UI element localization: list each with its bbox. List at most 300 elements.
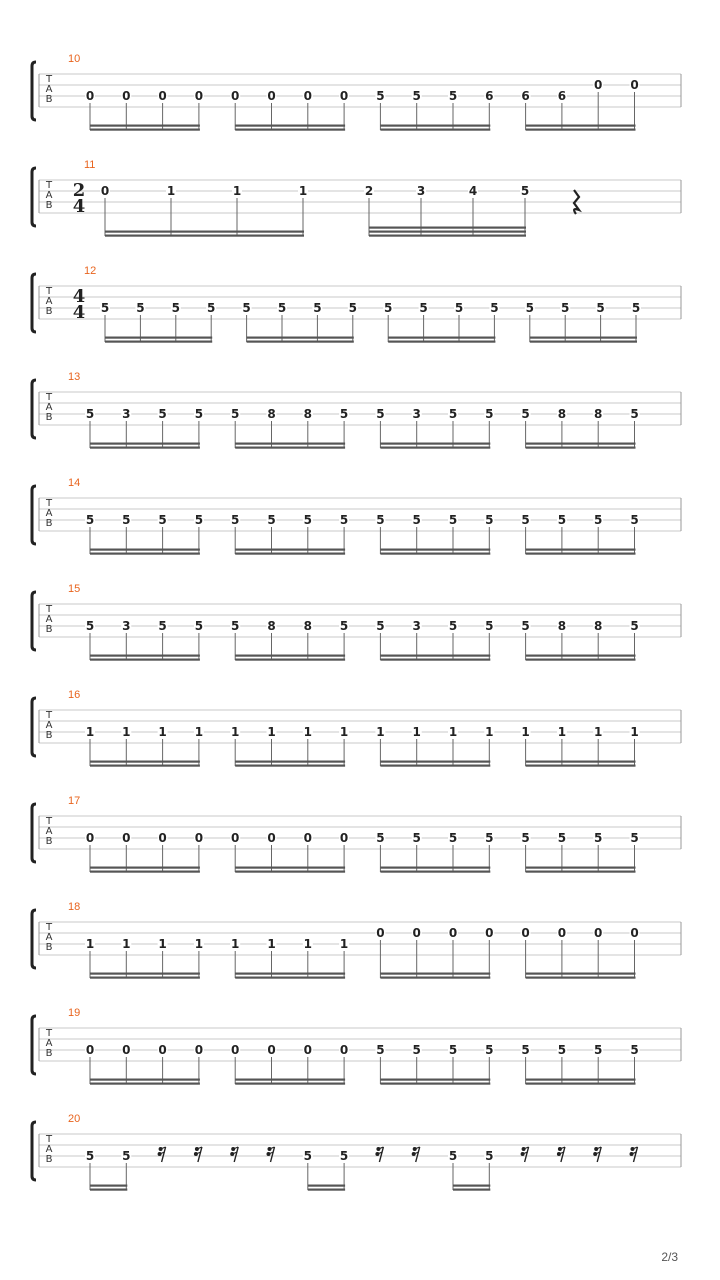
beam (90, 761, 200, 763)
fret-number: 5 (158, 513, 167, 527)
beam (90, 447, 200, 449)
beam (526, 655, 636, 657)
beam (526, 443, 636, 445)
beam (90, 549, 200, 551)
tab-clef-letter: B (45, 306, 53, 317)
sixteenth-rest (375, 1147, 383, 1162)
fret-number: 1 (630, 725, 639, 739)
fret-number: 5 (521, 619, 530, 633)
beam (380, 871, 490, 873)
tab-clef-letter: A (45, 826, 53, 837)
fret-number: 5 (520, 184, 530, 198)
time-signature-top: 4 (72, 286, 86, 307)
fret-number: 8 (267, 407, 276, 421)
tab-system (32, 901, 681, 979)
fret-number: 1 (194, 937, 204, 951)
sixteenth-rest (593, 1147, 601, 1162)
beam (90, 871, 200, 873)
fret-number: 0 (630, 926, 639, 940)
fret-number: 0 (231, 831, 240, 845)
measure-number: 10 (68, 53, 81, 65)
beam (235, 549, 345, 551)
fret-number: 5 (194, 513, 204, 527)
fret-number: 0 (594, 78, 603, 92)
fret-number: 5 (485, 513, 494, 527)
fret-number: 0 (267, 89, 276, 103)
fret-number: 5 (339, 513, 349, 527)
fret-number: 5 (194, 407, 204, 421)
beam (90, 129, 200, 131)
system-bracket (32, 698, 36, 756)
fret-number: 1 (485, 725, 494, 739)
system-bracket (32, 1016, 36, 1074)
beam (526, 1083, 636, 1085)
beam (90, 867, 200, 869)
fret-number: 0 (303, 1043, 312, 1057)
measure-number: 12 (84, 265, 97, 277)
tab-clef-letter: B (45, 1154, 53, 1165)
fret-number: 1 (303, 725, 312, 739)
fret-number: 0 (412, 926, 421, 940)
system-bracket (32, 1122, 36, 1180)
system-bracket (32, 168, 36, 226)
fret-number: 5 (557, 1043, 567, 1057)
tab-clef-letter: A (45, 84, 53, 95)
beam (235, 129, 345, 131)
tab-clef-letter: T (45, 604, 53, 615)
beam (235, 655, 345, 657)
beam (308, 1185, 345, 1187)
fret-number: 5 (485, 407, 494, 421)
fret-number: 0 (158, 1043, 167, 1057)
fret-number: 1 (339, 725, 349, 739)
fret-number: 5 (85, 513, 95, 527)
beam (526, 549, 636, 551)
fret-number: 0 (194, 89, 204, 103)
fret-number: 5 (412, 831, 421, 845)
fret-number: 5 (557, 513, 567, 527)
fret-number: 8 (594, 619, 603, 633)
fret-number: 5 (313, 301, 322, 315)
fret-number: 5 (521, 407, 530, 421)
fret-number: 1 (339, 937, 349, 951)
fret-number: 6 (521, 89, 530, 103)
beam (90, 1185, 127, 1187)
beam (235, 765, 345, 767)
fret-number: 1 (231, 725, 240, 739)
fret-number: 0 (194, 1043, 204, 1057)
fret-number: 1 (231, 937, 240, 951)
fret-number: 0 (231, 1043, 240, 1057)
beam (526, 553, 636, 555)
fret-number: 6 (485, 89, 494, 103)
fret-number: 5 (596, 301, 605, 315)
fret-number: 5 (561, 301, 570, 315)
beam (247, 337, 354, 339)
fret-number: 0 (122, 1043, 131, 1057)
fret-number: 0 (339, 831, 349, 845)
fret-number: 5 (136, 301, 145, 315)
beam (235, 977, 345, 979)
beam (90, 973, 200, 975)
beam (369, 231, 526, 233)
fret-number: 8 (303, 619, 312, 633)
tab-clef-letter: T (45, 922, 53, 933)
fret-number: 1 (521, 725, 530, 739)
fret-number: 1 (194, 725, 204, 739)
fret-number: 5 (485, 619, 494, 633)
beam (90, 977, 200, 979)
fret-number: 1 (85, 725, 95, 739)
fret-number: 5 (158, 619, 167, 633)
sixteenth-rest (630, 1147, 638, 1162)
tab-clef-letter: A (45, 402, 53, 413)
measure-number: 11 (84, 159, 96, 171)
time-signature-bottom: 4 (72, 302, 86, 323)
measure-number: 16 (68, 689, 81, 701)
fret-number: 5 (630, 1043, 639, 1057)
fret-number: 5 (521, 513, 530, 527)
beam (526, 765, 636, 767)
tab-system (32, 795, 681, 873)
sixteenth-rest (230, 1147, 238, 1162)
fret-number: 1 (158, 725, 167, 739)
fret-number: 5 (630, 831, 639, 845)
fret-number: 5 (348, 301, 357, 315)
beam (235, 659, 345, 661)
beam (380, 1079, 490, 1081)
tab-clef-letter: A (45, 614, 53, 625)
fret-number: 0 (303, 89, 312, 103)
tab-clef-letter: A (45, 720, 53, 731)
beam (526, 447, 636, 449)
beam (369, 227, 526, 229)
measure-number: 14 (68, 477, 81, 489)
sixteenth-rest (412, 1147, 420, 1162)
fret-number: 1 (122, 937, 131, 951)
beam (380, 553, 490, 555)
fret-number: 5 (267, 513, 276, 527)
fret-number: 5 (231, 407, 240, 421)
beam (235, 871, 345, 873)
beam (308, 1189, 345, 1191)
tab-system (32, 583, 681, 661)
tab-clef-letter: B (45, 518, 53, 529)
time-signature-top: 2 (72, 180, 86, 201)
beam (388, 341, 495, 343)
system-bracket (32, 380, 36, 438)
fret-number: 5 (594, 831, 603, 845)
tab-clef-letter: A (45, 932, 53, 943)
fret-number: 5 (412, 89, 421, 103)
fret-number: 1 (166, 184, 176, 198)
system-bracket (32, 592, 36, 650)
beam (235, 867, 345, 869)
tab-clef-letter: T (45, 1134, 53, 1145)
fret-number: 5 (490, 301, 499, 315)
fret-number: 1 (267, 937, 276, 951)
beam (235, 443, 345, 445)
tab-clef-letter: A (45, 1038, 53, 1049)
beam (105, 231, 304, 233)
beam (526, 129, 636, 131)
sixteenth-rest (194, 1147, 202, 1162)
fret-number: 3 (412, 619, 421, 633)
fret-number: 8 (557, 619, 567, 633)
fret-number: 5 (376, 513, 385, 527)
beam (380, 1083, 490, 1085)
fret-number: 5 (454, 301, 464, 315)
tab-clef-letter: T (45, 180, 53, 191)
fret-number: 3 (122, 407, 131, 421)
beam (105, 341, 212, 343)
beam (90, 1189, 127, 1191)
beam (526, 125, 636, 127)
sixteenth-rest (521, 1147, 529, 1162)
beam (90, 443, 200, 445)
fret-number: 2 (364, 184, 374, 198)
fret-number: 5 (376, 619, 385, 633)
tab-clef-letter: T (45, 710, 53, 721)
beam (235, 447, 345, 449)
fret-number: 0 (339, 1043, 349, 1057)
fret-number: 5 (242, 301, 251, 315)
fret-number: 0 (448, 926, 458, 940)
fret-number: 0 (521, 926, 530, 940)
measure-number: 17 (68, 795, 81, 807)
tab-system (32, 159, 681, 237)
tab-clef-letter: T (45, 286, 53, 297)
fret-number: 5 (376, 407, 385, 421)
beam (530, 341, 637, 343)
fret-number: 5 (485, 831, 494, 845)
beam (530, 337, 637, 339)
measure-number: 19 (68, 1007, 81, 1019)
beam (90, 655, 200, 657)
fret-number: 0 (100, 184, 110, 198)
beam (526, 973, 636, 975)
fret-number: 5 (384, 301, 393, 315)
system-bracket (32, 274, 36, 332)
beam (90, 125, 200, 127)
fret-number: 5 (448, 407, 458, 421)
beam (380, 129, 490, 131)
beam (453, 1185, 490, 1187)
fret-number: 5 (158, 407, 167, 421)
fret-number: 5 (339, 1149, 349, 1163)
fret-number: 6 (557, 89, 567, 103)
beam (453, 1189, 490, 1191)
fret-number: 5 (339, 619, 349, 633)
fret-number: 0 (122, 89, 131, 103)
beam (380, 125, 490, 127)
fret-number: 1 (158, 937, 167, 951)
beam (380, 443, 490, 445)
beam (90, 659, 200, 661)
tab-clef-letter: B (45, 942, 53, 953)
beam (380, 655, 490, 657)
fret-number: 5 (85, 1149, 95, 1163)
fret-number: 5 (277, 301, 287, 315)
fret-number: 1 (557, 725, 567, 739)
fret-number: 5 (594, 513, 603, 527)
tab-system (32, 1113, 681, 1191)
fret-number: 4 (468, 184, 478, 198)
fret-number: 1 (232, 184, 242, 198)
tab-clef-letter: B (45, 836, 53, 847)
beam (235, 553, 345, 555)
tab-clef-letter: A (45, 190, 53, 201)
fret-number: 3 (416, 184, 426, 198)
fret-number: 5 (231, 513, 240, 527)
measure-number: 18 (68, 901, 81, 913)
fret-number: 0 (122, 831, 131, 845)
fret-number: 5 (171, 301, 180, 315)
fret-number: 0 (485, 926, 494, 940)
page-number: 2/3 (661, 1250, 678, 1264)
beam (235, 125, 345, 127)
system-bracket (32, 804, 36, 862)
fret-number: 0 (339, 89, 349, 103)
fret-number: 1 (594, 725, 603, 739)
fret-number: 8 (267, 619, 276, 633)
fret-number: 1 (298, 184, 308, 198)
tab-system (32, 689, 681, 767)
beam (380, 447, 490, 449)
fret-number: 3 (412, 407, 421, 421)
tab-system (32, 477, 681, 555)
fret-number: 1 (376, 725, 385, 739)
fret-number: 5 (630, 407, 639, 421)
measure-number: 20 (68, 1113, 81, 1125)
beam (380, 977, 490, 979)
fret-number: 0 (557, 926, 567, 940)
fret-number: 5 (594, 1043, 603, 1057)
tab-clef-letter: A (45, 1144, 53, 1155)
fret-number: 5 (122, 513, 131, 527)
beam (526, 867, 636, 869)
fret-number: 5 (194, 619, 204, 633)
system-bracket (32, 910, 36, 968)
fret-number: 0 (630, 78, 639, 92)
time-signature-bottom: 4 (72, 196, 86, 217)
beam (90, 1083, 200, 1085)
fret-number: 0 (376, 926, 385, 940)
sixteenth-rest (267, 1147, 275, 1162)
fret-number: 8 (557, 407, 567, 421)
beam (90, 1079, 200, 1081)
tab-clef-letter: T (45, 816, 53, 827)
fret-number: 5 (376, 831, 385, 845)
beam (247, 341, 354, 343)
fret-number: 5 (557, 831, 567, 845)
fret-number: 0 (231, 89, 240, 103)
fret-number: 0 (303, 831, 312, 845)
fret-number: 1 (85, 937, 95, 951)
fret-number: 3 (122, 619, 131, 633)
beam (105, 235, 304, 237)
tab-clef-letter: B (45, 412, 53, 423)
fret-number: 5 (122, 1149, 131, 1163)
beam (526, 871, 636, 873)
beam (380, 549, 490, 551)
tab-clef-letter: T (45, 74, 53, 85)
fret-number: 8 (594, 407, 603, 421)
fret-number: 5 (303, 1149, 312, 1163)
beam (105, 337, 212, 339)
fret-number: 0 (85, 831, 95, 845)
beam (235, 1079, 345, 1081)
tab-clef-letter: B (45, 1048, 53, 1059)
fret-number: 0 (194, 831, 204, 845)
tab-clef-letter: T (45, 392, 53, 403)
beam (235, 1083, 345, 1085)
fret-number: 5 (521, 831, 530, 845)
fret-number: 5 (231, 619, 240, 633)
fret-number: 0 (594, 926, 603, 940)
sixteenth-rest (158, 1147, 166, 1162)
beam (90, 765, 200, 767)
fret-number: 5 (339, 407, 349, 421)
fret-number: 5 (85, 407, 95, 421)
fret-number: 5 (85, 619, 95, 633)
tab-clef-letter: A (45, 508, 53, 519)
fret-number: 5 (448, 89, 458, 103)
fret-number: 5 (303, 513, 312, 527)
beam (380, 659, 490, 661)
tab-system (32, 265, 681, 343)
beam (235, 973, 345, 975)
fret-number: 1 (412, 725, 421, 739)
beam (526, 761, 636, 763)
beam (526, 659, 636, 661)
fret-number: 0 (267, 1043, 276, 1057)
measure-number: 13 (68, 371, 81, 383)
fret-number: 0 (158, 89, 167, 103)
tab-clef-letter: B (45, 624, 53, 635)
beam (380, 867, 490, 869)
fret-number: 5 (448, 1149, 458, 1163)
fret-number: 5 (525, 301, 534, 315)
beam (90, 553, 200, 555)
beam (388, 337, 495, 339)
fret-number: 1 (122, 725, 131, 739)
measure-number: 15 (68, 583, 81, 595)
sixteenth-rest (557, 1147, 565, 1162)
fret-number: 5 (448, 1043, 458, 1057)
beam (380, 973, 490, 975)
fret-number: 5 (485, 1043, 494, 1057)
fret-number: 0 (85, 89, 95, 103)
beam (380, 765, 490, 767)
beam (526, 1079, 636, 1081)
fret-number: 5 (521, 1043, 530, 1057)
tab-clef-letter: T (45, 1028, 53, 1039)
fret-number: 5 (448, 831, 458, 845)
tab-clef-letter: B (45, 730, 53, 741)
system-bracket (32, 62, 36, 120)
fret-number: 5 (100, 301, 110, 315)
fret-number: 0 (267, 831, 276, 845)
fret-number: 0 (85, 1043, 95, 1057)
fret-number: 5 (412, 513, 421, 527)
tab-system (32, 53, 681, 131)
fret-number: 5 (448, 513, 458, 527)
fret-number: 5 (630, 619, 639, 633)
tab-system (32, 1007, 681, 1085)
fret-number: 5 (448, 619, 458, 633)
tab-clef-letter: B (45, 200, 53, 211)
